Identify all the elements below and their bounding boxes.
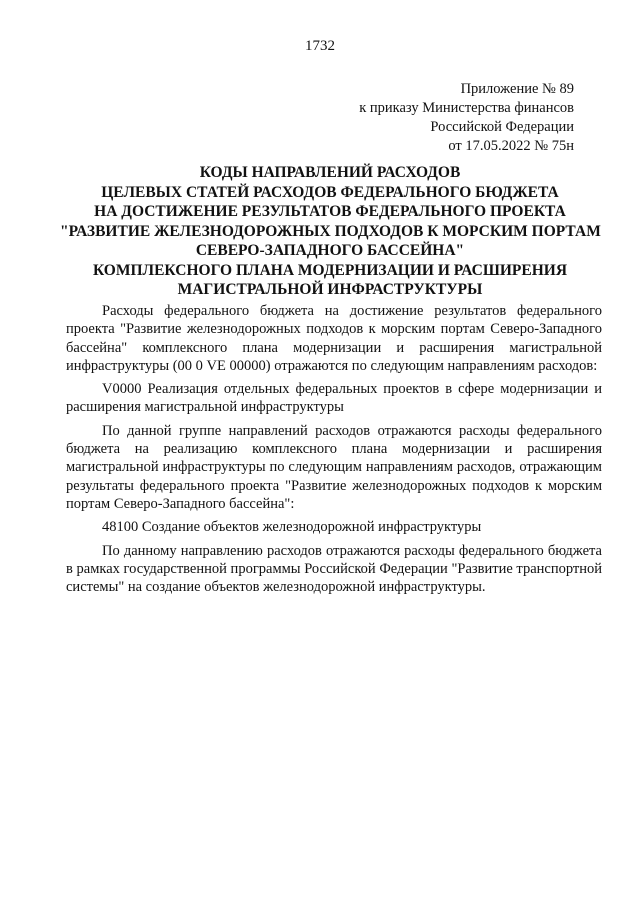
appendix-date-line: от 17.05.2022 № 75н xyxy=(448,138,574,154)
title-line-4: "РАЗВИТИЕ ЖЕЛЕЗНОДОРОЖНЫХ ПОДХОДОВ К МОРСКИМ ПОРТАМ xyxy=(60,222,601,240)
appendix-country-line: Российской Федерации xyxy=(430,119,574,135)
document-body xyxy=(66,302,602,596)
title-line-1: КОДЫ НАПРАВЛЕНИЙ РАСХОДОВ xyxy=(199,164,461,181)
title-line-2: ЦЕЛЕВЫХ СТАТЕЙ РАСХОДОВ ФЕДЕРАЛЬНОГО БЮДЖЕТА xyxy=(101,183,559,201)
appendix-header xyxy=(304,80,574,156)
paragraph-direction-description: По данному направлению расходов отражаются расходы федерального бюджета в рамках государственной программы Российской Федерации "Развитие транспортной системы" на создание объектов железнодорожной инфраструктуры. xyxy=(66,542,602,596)
document-title xyxy=(60,163,600,300)
paragraph-intro: Расходы федерального бюджета на достижение результатов федерального проекта "Развитие железнодорожных подходов к морским портам Северо-Западного бассейна" комплексного плана модернизации и расширения магистральной инфраструктуры (00 0 VE 00000) отражаются по следующим направлениям расходов: xyxy=(66,303,602,374)
title-line-5: СЕВЕРО-ЗАПАДНОГО БАССЕЙНА" xyxy=(195,242,465,259)
title-line-3: НА ДОСТИЖЕНИЕ РЕЗУЛЬТАТОВ ФЕДЕРАЛЬНОГО ПРОЕКТА xyxy=(94,203,566,220)
appendix-order-line: к приказу Министерства финансов xyxy=(359,100,574,116)
paragraph-code-48100: 48100 Создание объектов железнодорожной инфраструктуры xyxy=(102,519,482,536)
appendix-number: Приложение № 89 xyxy=(460,81,574,97)
paragraph-group-description: По данной группе направлений расходов отражаются расходы федерального бюджета на реализацию комплексного плана модернизации и расширения магистральной инфраструктуры по следующим направлениям расходов, отражающим результаты федерального проекта "Развитие железнодорожных подходов к морским портам Северо-Западного бассейна": xyxy=(66,422,602,512)
title-line-6: КОМПЛЕКСНОГО ПЛАНА МОДЕРНИЗАЦИИ И РАСШИРЕНИЯ xyxy=(92,261,568,279)
page-number: 1732 xyxy=(305,38,335,54)
title-line-7: МАГИСТРАЛЬНОЙ ИНФРАСТРУКТУРЫ xyxy=(177,281,483,298)
paragraph-code-v0000: V0000 Реализация отдельных федеральных проектов в сфере модернизации и расширения магистральной инфраструктуры xyxy=(66,381,602,416)
